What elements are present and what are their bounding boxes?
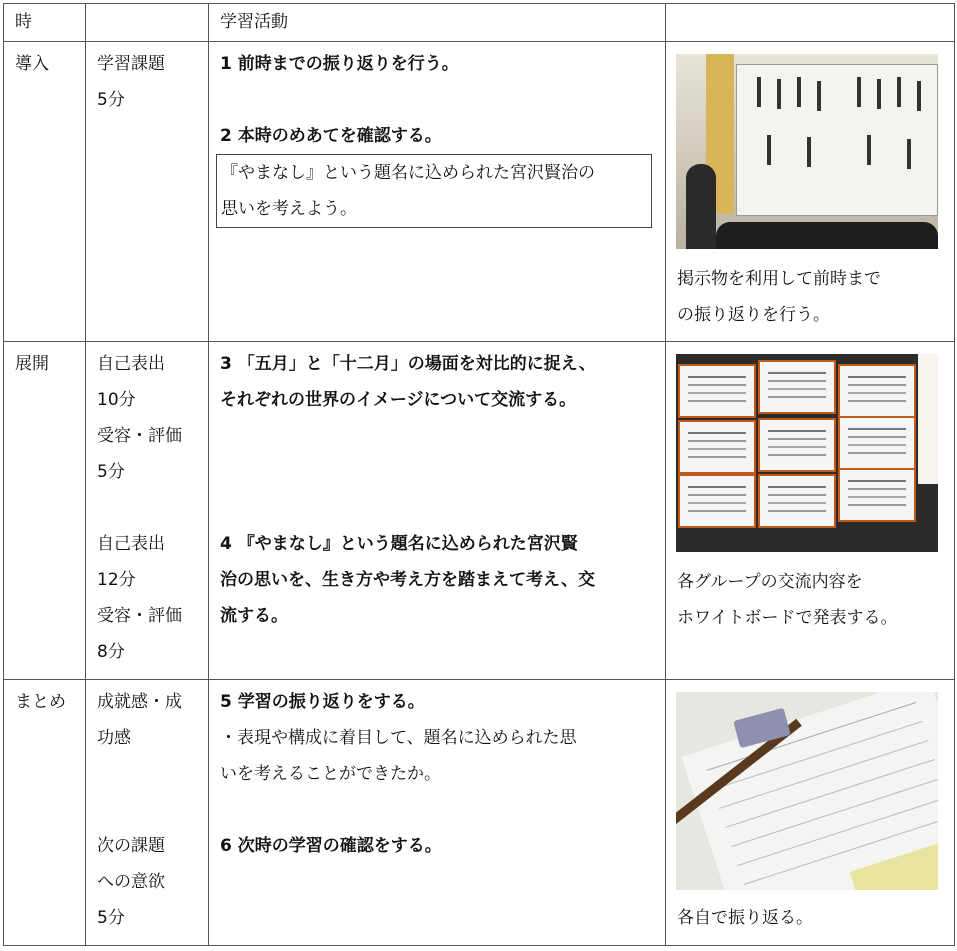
header-time: 時 [4, 4, 86, 42]
activity-5-detail: ・表現や構成に着目して、題名に込められた思 [220, 727, 577, 748]
activity-4: 流する。 [220, 606, 288, 627]
photo-caption: 各グループの交流内容を [677, 572, 863, 593]
activity-6: 6 次時の学習の確認をする。 [220, 835, 442, 856]
photo-cell [666, 342, 955, 679]
activity-cell [209, 42, 666, 342]
segment-cell [86, 42, 209, 342]
segment-time: 5分 [97, 462, 125, 483]
row-introduction [4, 42, 955, 342]
photo-caption: 掲示物を利用して前時まで [677, 269, 881, 290]
activity-5-detail: いを考えることができたか。 [220, 763, 441, 784]
phase-cell [4, 42, 86, 342]
segment-time: 5分 [97, 907, 125, 928]
photo-caption: ホワイトボードで発表する。 [677, 608, 898, 629]
photo-caption: 各自で振り返る。 [677, 907, 813, 928]
segment-label: への意欲 [97, 871, 165, 892]
photo-caption: の振り返りを行う。 [677, 305, 830, 326]
lesson-plan-table [3, 3, 955, 946]
row-summary [4, 679, 955, 945]
phase-label: まとめ [15, 691, 66, 712]
phase-cell [4, 342, 86, 679]
goal-line: 思いを考えよう。 [221, 199, 357, 220]
header-col2 [86, 4, 209, 42]
goal-line: 『やまなし』という題名に込められた宮沢賢治の [221, 163, 595, 184]
activity-3: 3 「五月」と「十二月」の場面を対比的に捉え、 [220, 354, 596, 375]
segment-label: 次の課題 [97, 835, 165, 856]
activity-5: 5 学習の振り返りをする。 [220, 691, 425, 712]
segment-label: 自己表出 [97, 534, 165, 555]
activity-4: 治の思いを、生き方や考え方を踏まえて考え、交 [220, 570, 596, 591]
row-development [4, 342, 955, 679]
segment-time: 12分 [97, 570, 136, 591]
segment-label: 受容・評価 [97, 606, 182, 627]
phase-label: 導入 [15, 54, 49, 75]
activity-cell [209, 679, 666, 945]
photo-cell [666, 679, 955, 945]
segment-label: 功感 [97, 727, 131, 748]
phase-label: 展開 [15, 354, 49, 375]
segment-label: 学習課題 [97, 54, 165, 75]
segment-cell [86, 342, 209, 679]
activity-3: それぞれの世界のイメージについて交流する。 [220, 390, 577, 411]
segment-time: 10分 [97, 390, 136, 411]
segment-time: 5分 [97, 90, 125, 111]
activity-cell [209, 342, 666, 679]
whiteboards-photo [676, 354, 938, 552]
header-activity: 学習活動 [209, 4, 666, 42]
classroom-photo [676, 54, 938, 249]
activity-2: 2 本時のめあてを確認する。 [220, 126, 442, 147]
segment-time: 8分 [97, 642, 125, 663]
segment-label: 自己表出 [97, 354, 165, 375]
worksheet-photo [676, 692, 938, 890]
segment-label: 成就感・成 [97, 691, 182, 712]
header-row [4, 4, 955, 42]
segment-label: 受容・評価 [97, 426, 182, 447]
photo-cell [666, 42, 955, 342]
phase-cell [4, 679, 86, 945]
activity-1: 1 前時までの振り返りを行う。 [220, 54, 459, 75]
header-col4 [666, 4, 955, 42]
segment-cell [86, 679, 209, 945]
lesson-goal-box [216, 154, 652, 228]
activity-4: 4 『やまなし』という題名に込められた宮沢賢 [220, 534, 578, 555]
